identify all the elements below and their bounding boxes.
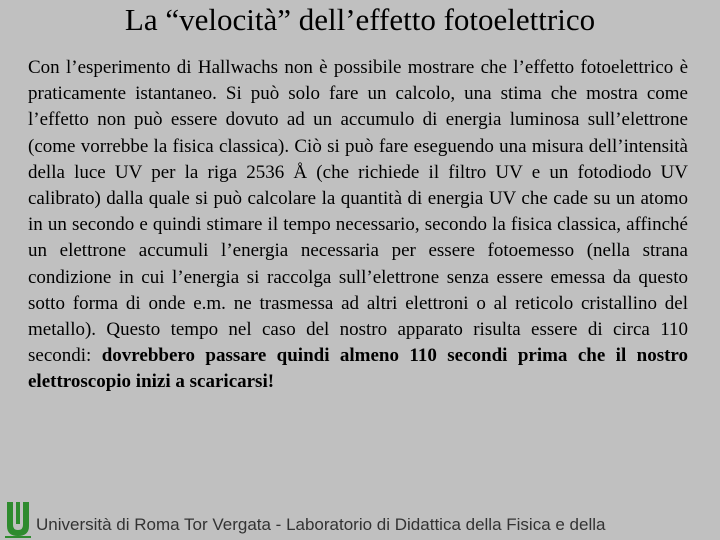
slide-title: La “velocità” dell’effetto fotoelettrico [124,2,596,37]
body-text-plain: Con l’esperimento di Hallwachs non è possibile mostrare che l’effetto fotoelettrico è praticamente istantaneo. Si può solo fare un calcolo, una stima che mostra come l’effetto non può essere dovuto ad un accumulo di energia luminosa sull’elettrone (come vorrebbe la fisica classica). Ciò si può fare eseguendo una misura dell’intensità della luce UV per la riga 2536 Å (che richiede il filtro UV e un fotodiodo UV calibrato) dalla quale si può calcolare la quantità di energia UV che cade su un atomo in un secondo e quindi stimare il tempo necessario, secondo la fisica classica, affinché un elettrone accumuli l’energia necessaria per essere fotoemesso (nella strana condizione in cui l’energia si raccolga sull’elettrone senza essere emessa da questo sotto forma di onde e.m. ne trasmessa ad altri elettroni o al reticolo cristallino del metallo). Questo tempo nel caso del nostro apparato risulta essere di circa 110 secondi: [28,57,688,367]
slide-body [28,55,688,396]
footer [0,500,720,540]
body-text-bold: dovrebbero passare quindi almeno 110 secondi prima che il nostro elettroscopio inizi a scaricarsi! [28,345,689,393]
footer-text: Università di Roma Tor Vergata - Laboratorio di Didattica della Fisica e della [36,515,606,534]
university-logo-icon [5,500,31,538]
